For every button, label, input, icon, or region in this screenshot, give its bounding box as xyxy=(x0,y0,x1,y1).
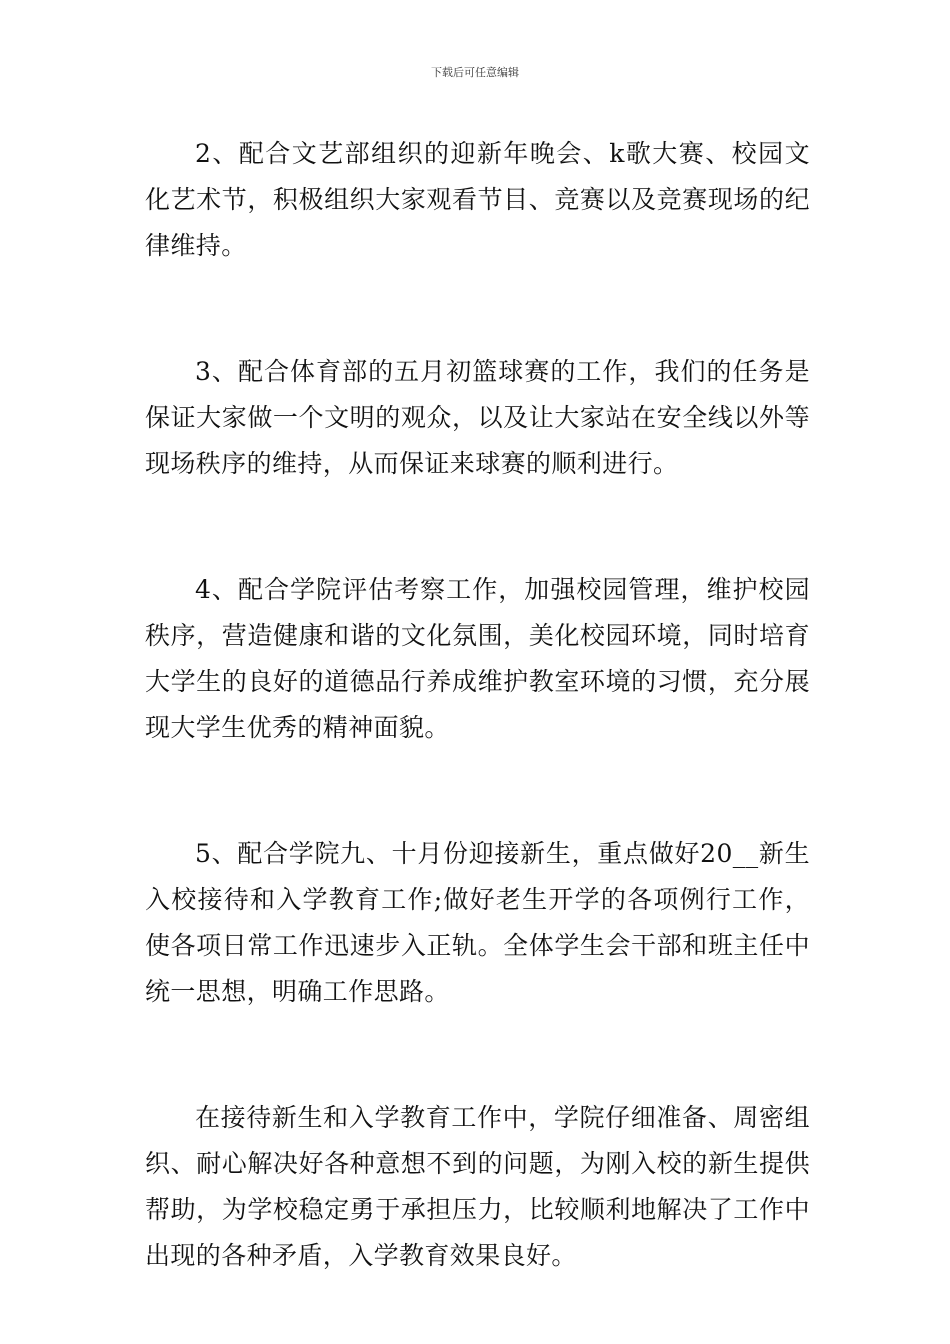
paragraph-item-4: 4、配合学院评估考察工作，加强校园管理，维护校园秩序，营造健康和谐的文化氛围，美化校园环境，同时培育大学生的良好的道德品行养成维护教室环境的习惯，充分展现大学生优秀的精神面貌。 xyxy=(145,575,810,742)
paragraph-item-3: 3、配合体育部的五月初篮球赛的工作，我们的任务是保证大家做一个文明的观众，以及让大家站在安全线以外等现场秩序的维持，从而保证来球赛的顺利进行。 xyxy=(145,357,810,478)
paragraph-new-students: 在接待新生和入学教育工作中，学院仔细准备、周密组织、耐心解决好各种意想不到的问题，为刚入校的新生提供帮助，为学校稳定勇于承担压力，比较顺利地解决了工作中出现的各种矛盾，入学教育效果良好。 xyxy=(145,1103,810,1270)
paragraph-item-5: 5、配合学院九、十月份迎接新生，重点做好20__新生入校接待和入学教育工作;做好老生开学的各项例行工作，使各项日常工作迅速步入正轨。全体学生会干部和班主任中统一思想，明确工作思路。 xyxy=(145,839,810,1006)
document-body xyxy=(145,131,810,1279)
paragraph-item-2: 2、配合文艺部组织的迎新年晚会、k歌大赛、校园文化艺术节，积极组织大家观看节目、竞赛以及竞赛现场的纪律维持。 xyxy=(145,139,810,260)
page-header-note: 下载后可任意编辑 xyxy=(431,66,519,79)
